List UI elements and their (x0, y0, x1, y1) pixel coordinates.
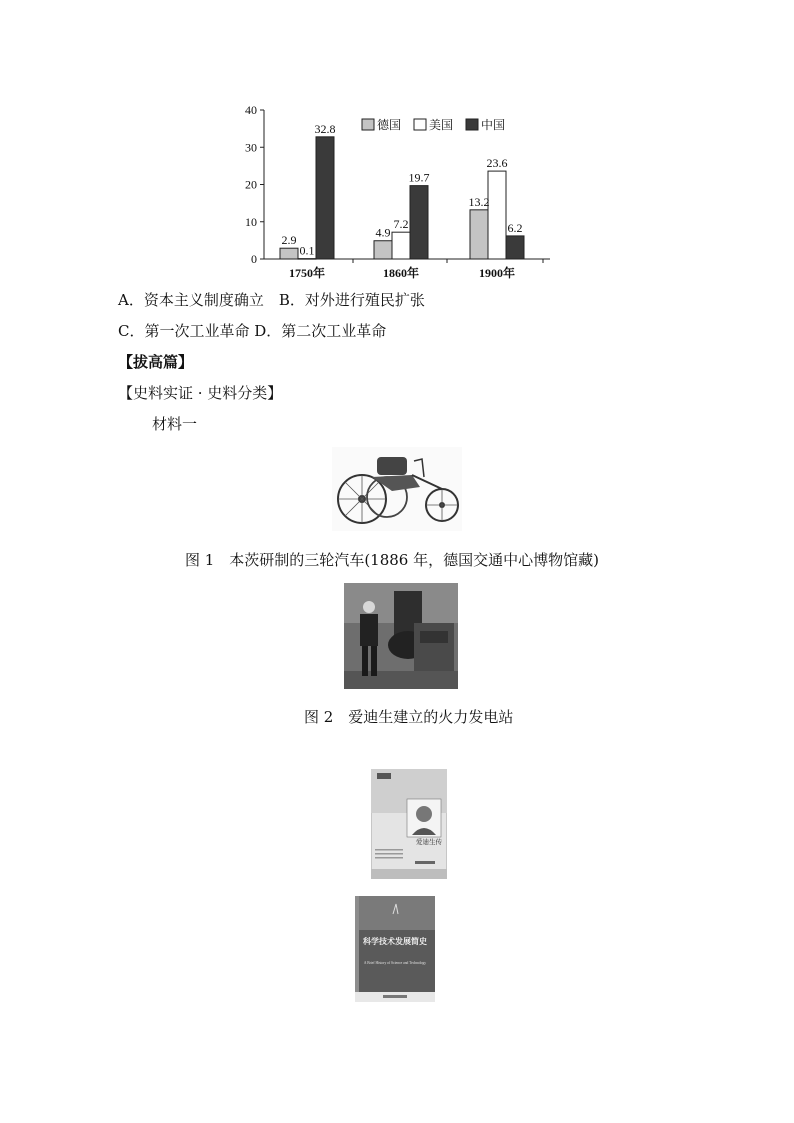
data-label: 13.2 (468, 194, 490, 209)
section-heading: 【拔高篇】 (118, 353, 194, 371)
options-cd: C．第一次工业革命 D．第二次工业革命 (118, 322, 387, 340)
bar-美国 (298, 259, 316, 260)
bar-德国 (280, 248, 298, 259)
data-label: 4.9 (375, 225, 391, 240)
options-ab: A．资本主义制度确立 B．对外进行殖民扩张 (118, 291, 425, 309)
legend-swatch (466, 119, 478, 130)
science-history-book-cover (355, 896, 435, 1002)
bar-中国 (506, 236, 524, 259)
y-tick-label: 30 (245, 140, 257, 155)
data-label: 6.2 (507, 220, 523, 235)
book2-title-cn: 科学技术发展简史 (363, 937, 427, 946)
benz-tricycle-image (332, 447, 462, 531)
data-label: 2.9 (281, 233, 297, 248)
data-label: 19.7 (408, 170, 430, 185)
legend-label: 德国 (377, 118, 402, 132)
bar-chart (230, 95, 560, 285)
y-tick-label: 40 (245, 103, 257, 117)
bar-德国 (374, 241, 392, 259)
book1-title: 爱迪生传 (416, 839, 442, 846)
legend-label: 美国 (429, 118, 454, 132)
legend-swatch (362, 119, 374, 130)
subsection-heading: 【史料实证 · 史料分类】 (118, 384, 283, 402)
material-label: 材料一 (152, 415, 198, 433)
x-tick-label: 1750年 (288, 266, 326, 280)
bar-美国 (392, 232, 410, 259)
x-tick-label: 1860年 (382, 266, 420, 280)
edison-power-station-image (344, 583, 458, 689)
x-tick-label: 1900年 (478, 266, 516, 280)
legend-swatch (414, 119, 426, 130)
bar-中国 (410, 186, 428, 259)
data-label: 23.6 (486, 156, 508, 171)
data-label: 0.1 (299, 243, 315, 258)
book2-title-en: A Brief History of Science and Technology (363, 961, 427, 965)
bar-中国 (316, 137, 334, 259)
figure2-caption: 图 2 爱迪生建立的火力发电站 (304, 708, 514, 726)
y-tick-label: 0 (251, 252, 257, 266)
figure1-caption: 图 1 本茨研制的三轮汽车(1886 年，德国交通中心博物馆藏) (185, 551, 599, 569)
edison-biography-book-cover (371, 769, 447, 879)
legend-label: 中国 (481, 118, 506, 132)
bar-德国 (470, 210, 488, 259)
data-label: 7.2 (393, 217, 409, 232)
bar-美国 (488, 171, 506, 259)
y-tick-label: 20 (245, 177, 257, 192)
y-tick-label: 10 (245, 214, 257, 229)
data-label: 32.8 (314, 121, 336, 136)
